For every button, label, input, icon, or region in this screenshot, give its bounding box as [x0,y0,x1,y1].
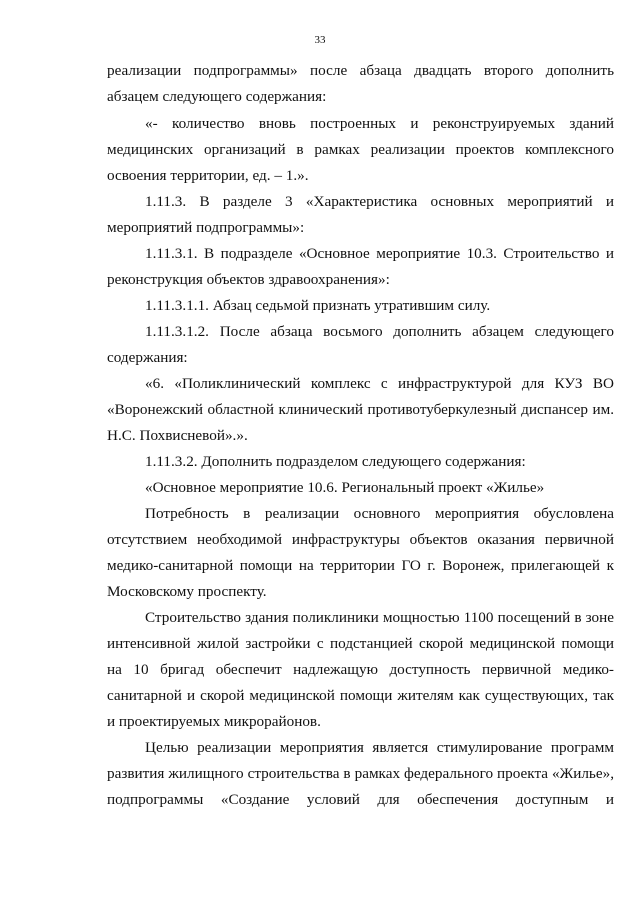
text-line: 1.11.3.2. Дополнить подразделом следующего содержания: [145,453,526,470]
text-line: отсутствием необходимой инфраструктуры объектов оказания первичной [107,531,614,548]
page-number: 33 [314,34,326,46]
text-line: Целью реализации мероприятия является стимулирование программ [145,739,614,756]
text-line: Московскому проспекту. [107,583,267,600]
text-line: 1.11.3. В разделе 3 «Характеристика основных мероприятий и [145,193,614,210]
text-line: 1.11.3.1.1. Абзац седьмой признать утратившим силу. [145,297,491,314]
text-line: мероприятий подпрограммы»: [107,219,305,236]
text-line: «Воронежский областной клинический противотуберкулезный диспансер им. [107,401,614,418]
text-line: Н.С. Похвисневой».». [107,427,248,444]
text-line: развития жилищного строительства в рамках федерального проекта «Жилье», [107,765,614,782]
text-line: реконструкция объектов здравоохранения»: [107,271,390,288]
text-line: содержания: [107,349,188,366]
text-line: «- количество вновь построенных и реконструируемых зданий [145,115,614,132]
text-line: интенсивной жилой застройки с подстанцией скорой медицинской помощи [107,635,614,652]
text-line: и проектируемых микрорайонов. [107,713,321,730]
text-line: «Основное мероприятие 10.6. Региональный проект «Жилье» [145,479,545,496]
text-line: Строительство здания поликлиники мощностью 1100 посещений в зоне [145,609,614,626]
text-line: реализации подпрограммы» после абзаца двадцать второго дополнить [107,62,614,79]
text-line: абзацем следующего содержания: [107,88,327,105]
text-line: освоения территории, ед. – 1.». [107,167,309,184]
text-line: 1.11.3.1. В подразделе «Основное мероприятие 10.3. Строительство и [145,245,614,262]
text-line: медико-санитарной помощи на территории ГО г. Воронеж, прилегающей к [107,557,614,574]
text-line: медицинских организаций в рамках реализации проектов комплексного [107,141,614,158]
text-line: 1.11.3.1.2. После абзаца восьмого дополнить абзацем следующего [145,323,614,340]
text-line: на 10 бригад обеспечит надлежащую доступность первичной медико- [107,661,614,678]
text-line: Потребность в реализации основного мероприятия обусловлена [145,505,614,522]
text-line: подпрограммы «Создание условий для обеспечения доступным и [107,791,614,808]
text-line: «6. «Поликлинический комплекс с инфраструктурой для КУЗ ВО [145,375,614,392]
text-line: санитарной и скорой медицинской помощи жителям как существующих, так [107,687,614,704]
